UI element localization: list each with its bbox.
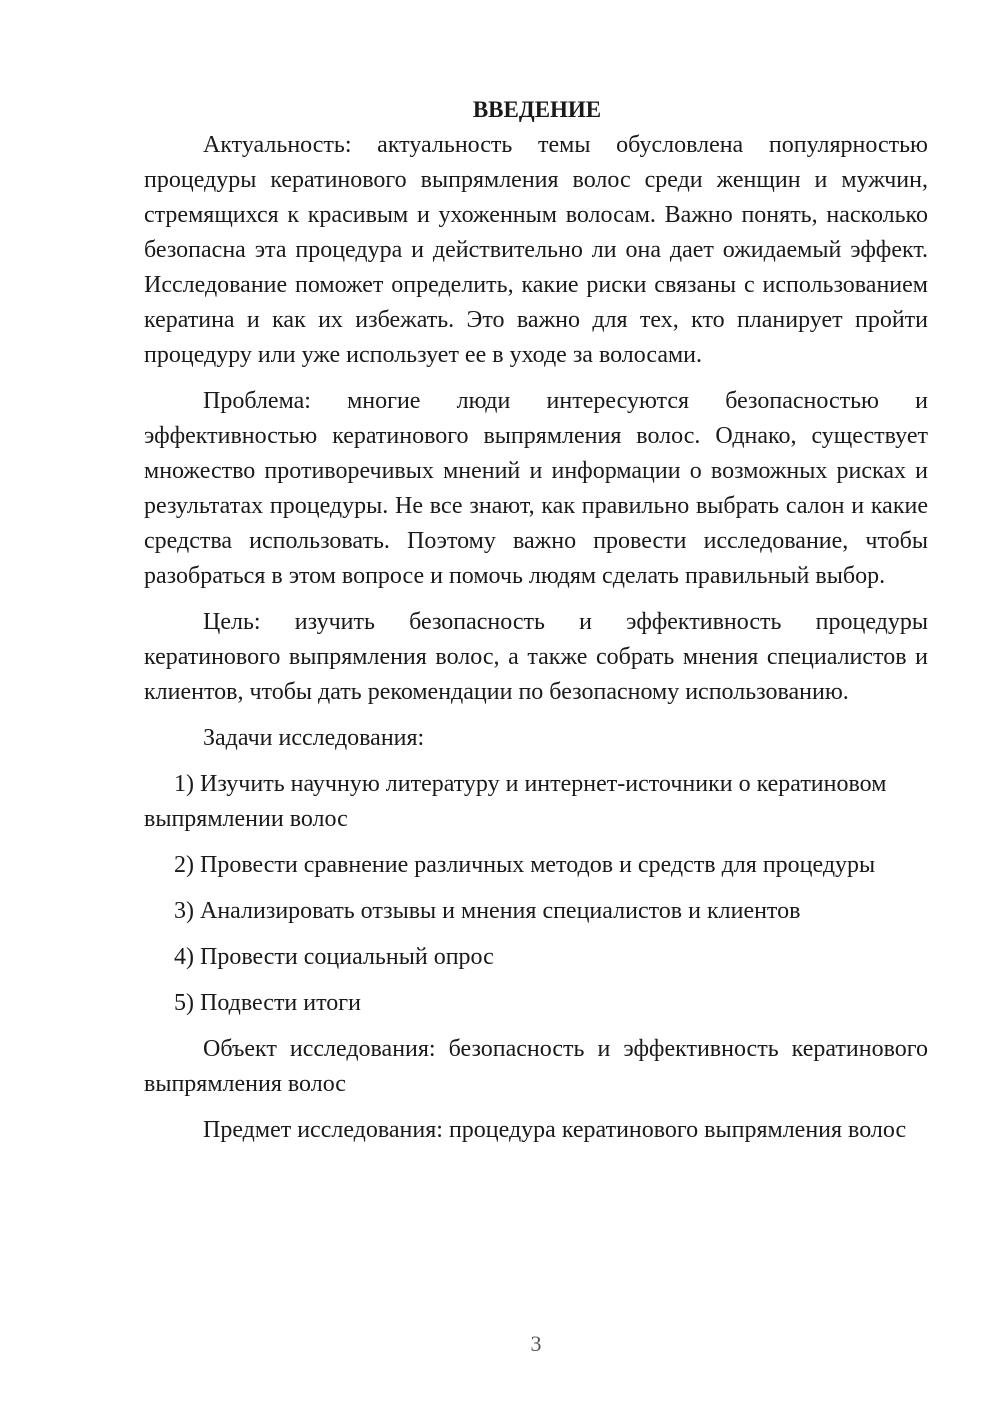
list-item-task-2: 2) Провести сравнение различных методов и средств для процедуры bbox=[174, 852, 876, 878]
list-item-task-5: 5) Подвести итоги bbox=[174, 990, 361, 1016]
research-object-paragraph: Объект исследования: безопасность и эффективность кератинового выпрямления волос bbox=[144, 1036, 928, 1097]
relevance-paragraph: Актуальность: актуальность темы обусловлена популярностью процедуры кератинового выпрямления волос среди женщин и мужчин, стремящихся к красивым и ухоженным волосам. Важно понять, насколько безопасна эта процедура и действительно ли она дает ожидаемый эффект. Исследование поможет определить, какие риски связаны с использованием кератина и как их избежать. Это важно для тех, кто планирует пройти процедуру или уже использует ее в уходе за волосами. bbox=[144, 132, 928, 368]
page-content bbox=[144, 92, 928, 1159]
list-item-task-3: 3) Анализировать отзывы и мнения специалистов и клиентов bbox=[174, 898, 801, 924]
research-subject-paragraph: Предмет исследования: процедура кератинового выпрямления волос bbox=[203, 1117, 907, 1143]
list-item-task-1: 1) Изучить научную литературу и интернет-источники о кератиновом выпрямлении волос bbox=[144, 771, 887, 832]
page-number: 3 bbox=[530, 1331, 542, 1356]
goal-paragraph: Цель: изучить безопасность и эффективность процедуры кератинового выпрямления волос, а также собрать мнения специалистов и клиентов, чтобы дать рекомендации по безопасному использованию. bbox=[144, 609, 928, 705]
problem-paragraph: Проблема: многие люди интересуются безопасностью и эффективностью кератинового выпрямления волос. Однако, существует множество противоречивых мнений и информации о возможных рисках и результатах процедуры. Не все знают, как правильно выбрать салон и какие средства использовать. Поэтому важно провести исследование, чтобы разобраться в этом вопросе и помочь людям сделать правильный выбор. bbox=[144, 388, 928, 589]
section-title: ВВЕДЕНИЕ bbox=[472, 97, 602, 122]
list-item-task-4: 4) Провести социальный опрос bbox=[174, 944, 494, 970]
tasks-heading: Задачи исследования: bbox=[203, 725, 425, 751]
